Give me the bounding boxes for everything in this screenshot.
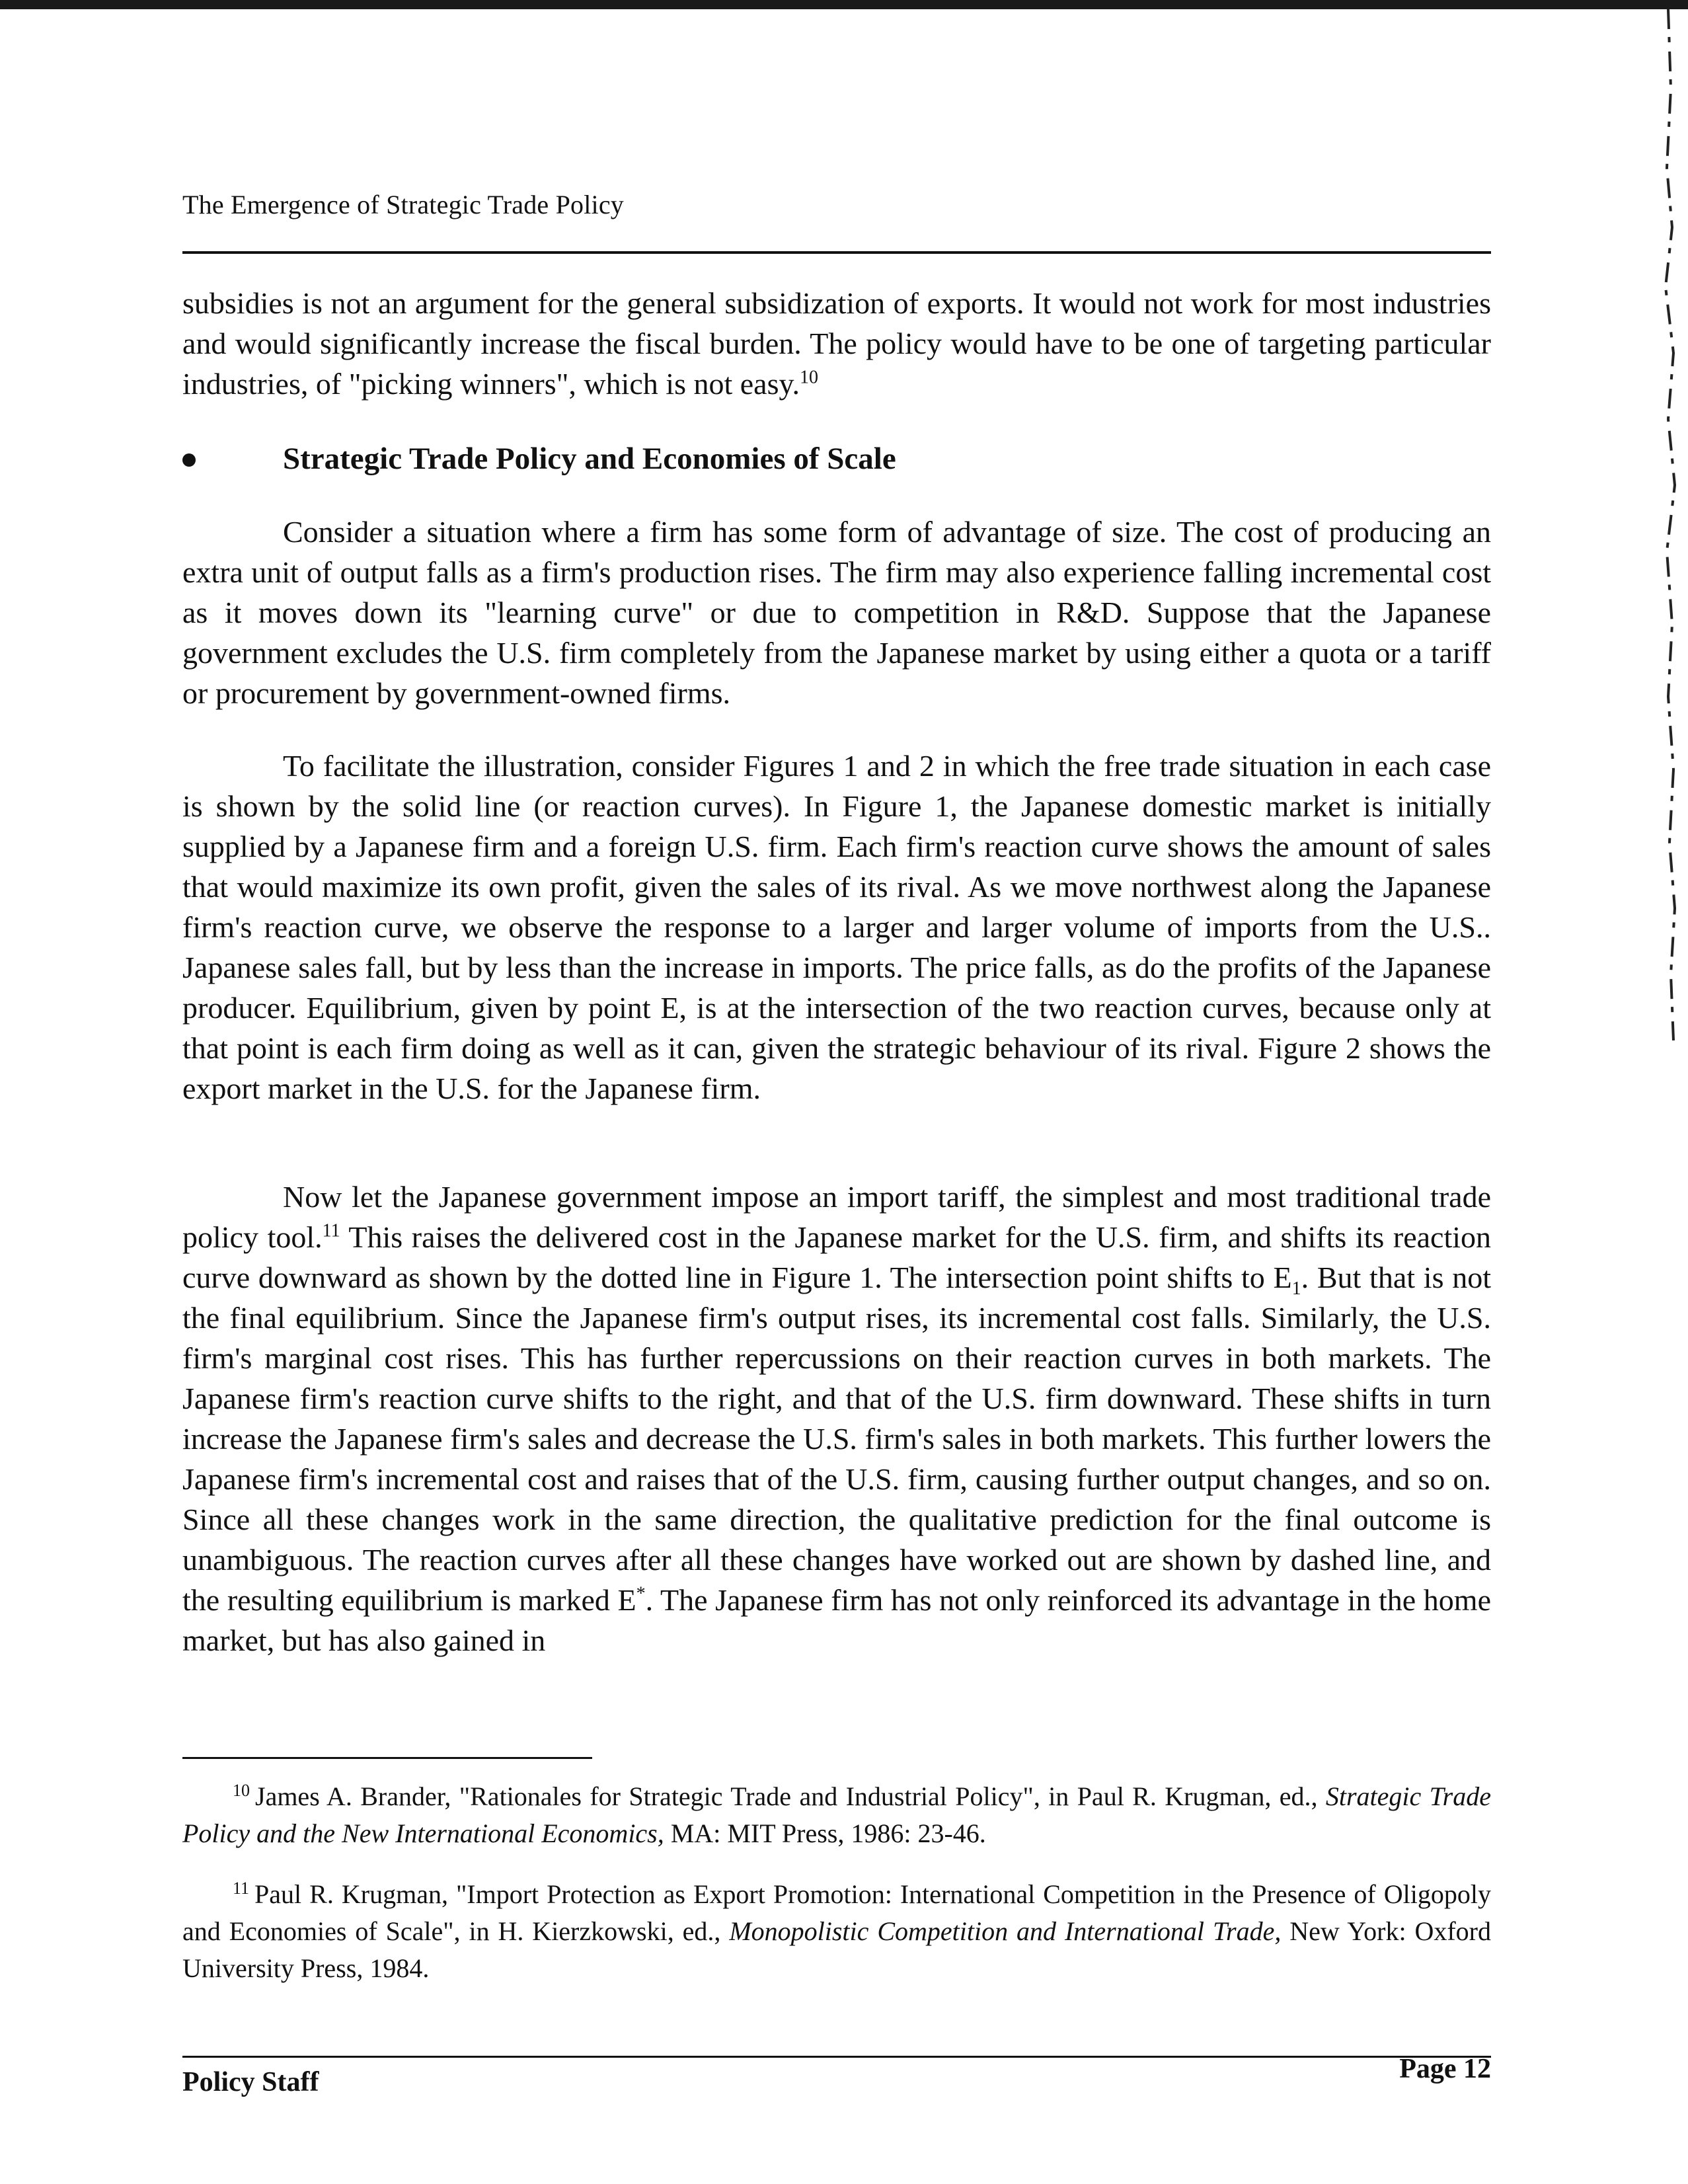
paragraph-1	[182, 283, 1491, 404]
subscript-1: 1	[1291, 1278, 1301, 1300]
footnote-11-text: Paul R. Krugman, "Import Protection as Export Promotion: International Competition in the Presence of Oligopoly and Economies of Scale", in H. Kierzkowski, ed.,	[182, 1879, 1491, 1946]
paragraph-1-text: subsidies is not an argument for the general subsidization of exports. It would not work for most industries and would significantly increase the fiscal burden. The policy would have to be one of targeting particular industries, of "picking winners", which is not easy.	[182, 286, 1491, 401]
footnote-rule	[182, 1757, 592, 1759]
footnote-ref-10[interactable]: 10	[800, 367, 818, 388]
paragraph-4	[182, 1177, 1491, 1660]
footnote-10-mark: 10	[233, 1780, 250, 1800]
running-header: The Emergence of Strategic Trade Policy	[182, 190, 624, 219]
scan-top-edge	[0, 0, 1688, 9]
footnote-10-tail: MA: MIT Press, 1986: 23-46.	[664, 1818, 986, 1848]
scan-margin-artifact	[1648, 9, 1688, 1067]
footnote-11-mark: 11	[233, 1878, 250, 1898]
section-heading: Strategic Trade Policy and Economies of Scale	[283, 442, 896, 476]
header-rule	[182, 251, 1491, 254]
footnote-10	[182, 1778, 1491, 1852]
paragraph-4-part-2: This raises the delivered cost in the Japanese market for the U.S. firm, and shifts its reaction curve downward as shown by the dotted line in Figure 1. The intersection point shifts to E	[182, 1220, 1491, 1294]
paragraph-4-part-1: Now let the Japanese government impose an import tariff, the simplest and most traditional trade policy tool.	[182, 1180, 1491, 1254]
paragraph-2: Consider a situation where a firm has some form of advantage of size. The cost of producing an extra unit of output falls as a firm's production rises. The firm may also experience falling incremental cost as it moves down its "learning curve" or due to competition in R&D. Suppose that the Japanese government excludes the U.S. firm completely from the Japanese market by using either a quota or a tariff or procurement by government-owned firms.	[182, 515, 1491, 710]
footnote-ref-11[interactable]: 11	[322, 1220, 340, 1241]
footnote-10-title: Strategic Trade Policy and the New International Economics,	[182, 1781, 1491, 1848]
page-number: Page 12	[1399, 2054, 1491, 2084]
superscript-star: *	[636, 1583, 646, 1604]
paragraph-4-part-3: . But that is not the final equilibrium. Since the Japanese firm's output rises, its incremental cost falls. Similarly, the U.S. firm's marginal cost rises. This has further repercussions on their reaction curves in both markets. The Japanese firm's reaction curve shifts to the right, and that of the U.S. firm downward. These shifts in turn increase the Japanese firm's sales and decrease the U.S. firm's sales in both markets. This further lowers the Japanese firm's incremental cost and raises that of the U.S. firm, causing further output changes, and so on. Since all these changes work in the same direction, the qualitative prediction for the final outcome is unambiguous. The reaction curves after all these changes have worked out are shown by dashed line, and the resulting equilibrium is marked E	[182, 1261, 1491, 1617]
footer-department: Policy Staff	[182, 2067, 319, 2097]
bullet-icon	[182, 453, 196, 467]
footnote-10-text: James A. Brander, "Rationales for Strategic Trade and Industrial Policy", in Paul R. Krugman, ed.,	[255, 1781, 1326, 1811]
footnote-11-title: Monopolistic Competition and International Trade,	[729, 1916, 1282, 1946]
footnote-11	[182, 1876, 1491, 1987]
paragraph-3: To facilitate the illustration, consider Figures 1 and 2 in which the free trade situation in each case is shown by the solid line (or reaction curves). In Figure 1, the Japanese domestic market is initially supplied by a Japanese firm and a foreign U.S. firm. Each firm's reaction curve shows the amount of sales that would maximize its own profit, given the sales of its rival. As we move northwest along the Japanese firm's reaction curve, we observe the response to a larger and larger volume of imports from the U.S.. Japanese sales fall, but by less than the increase in imports. The price falls, as do the profits of the Japanese producer. Equilibrium, given by point E, is at the intersection of the two reaction curves, because only at that point is each firm doing as well as it can, given the strategic behaviour of its rival. Figure 2 shows the export market in the U.S. for the Japanese firm.	[182, 749, 1491, 1105]
footnote-11-tail: New York: Oxford University Press, 1984.	[182, 1916, 1492, 1983]
paragraph-4-part-4: . The Japanese firm has not only reinforced its advantage in the home market, but has also gained in	[182, 1583, 1491, 1657]
footer-rule	[182, 2056, 1491, 2058]
